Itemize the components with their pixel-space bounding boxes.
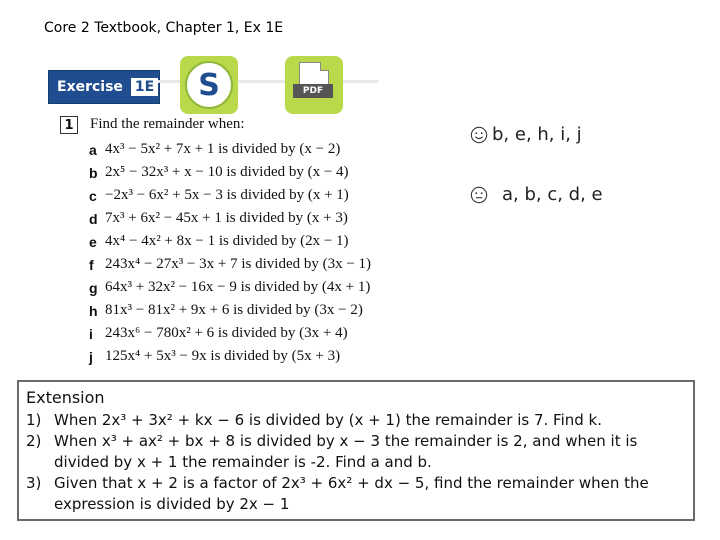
list-item bbox=[89, 322, 371, 345]
list-item bbox=[89, 276, 371, 299]
extension-box bbox=[17, 380, 695, 521]
item-text: 2x⁵ − 32x³ + x − 10 is divided by (x − 4) bbox=[105, 164, 349, 180]
extension-heading: Extension bbox=[26, 388, 105, 407]
extension-number: 2) bbox=[26, 432, 42, 450]
list-item bbox=[89, 299, 371, 322]
list-item bbox=[89, 345, 371, 368]
item-text: 4x⁴ − 4x² + 8x − 1 is divided by (2x − 1) bbox=[105, 233, 349, 249]
extension-text: Given that x + 2 is a factor of 2x³ + 6x² + dx − 5, find the remainder when the expression is divided by 2x − 1 bbox=[54, 474, 649, 513]
list-item bbox=[26, 410, 686, 431]
item-letter: c bbox=[89, 187, 97, 204]
item-letter: e bbox=[89, 233, 97, 250]
extension-text: When 2x³ + 3x² + kx − 6 is divided by (x + 1) the remainder is 7. Find k. bbox=[54, 411, 602, 429]
item-text: 243x⁶ − 780x² + 6 is divided by (3x + 4) bbox=[105, 325, 348, 341]
pdf-icon[interactable] bbox=[285, 56, 343, 114]
exercise-banner bbox=[48, 70, 160, 104]
question-number: 1 bbox=[60, 116, 78, 134]
list-item bbox=[89, 253, 371, 276]
item-letter: g bbox=[89, 279, 98, 296]
item-letter: f bbox=[89, 256, 94, 273]
extension-list bbox=[26, 410, 686, 515]
list-item bbox=[89, 230, 371, 253]
question-prompt: Find the remainder when: bbox=[90, 116, 245, 132]
item-letter: d bbox=[89, 210, 98, 227]
item-letter: i bbox=[89, 325, 93, 342]
answer-neutral bbox=[470, 184, 603, 205]
list-item bbox=[89, 138, 371, 161]
item-letter: b bbox=[89, 164, 98, 181]
item-text: 81x³ − 81x² + 9x + 6 is divided by (3x − 2) bbox=[105, 302, 363, 318]
smiley-face-icon bbox=[470, 126, 488, 144]
answer-happy-text: b, e, h, i, j bbox=[492, 124, 582, 145]
item-text: 125x⁴ + 5x³ − 9x is divided by (5x + 3) bbox=[105, 348, 341, 364]
exercise-word: Exercise bbox=[57, 79, 123, 95]
item-letter: h bbox=[89, 302, 98, 319]
extension-text: When x³ + ax² + bx + 8 is divided by x − 3 the remainder is 2, and when it is divided by x + 1 the remainder is -2. Find a and b. bbox=[54, 432, 638, 471]
answer-happy bbox=[470, 124, 582, 145]
item-text: 7x³ + 6x² − 45x + 1 is divided by (x + 3) bbox=[105, 210, 348, 226]
item-text: 4x³ − 5x² + 7x + 1 is divided by (x − 2) bbox=[105, 141, 341, 157]
list-item bbox=[89, 207, 371, 230]
question-list bbox=[89, 138, 371, 368]
answer-neutral-text: a, b, c, d, e bbox=[502, 184, 603, 205]
extension-number: 1) bbox=[26, 411, 42, 429]
list-item bbox=[26, 473, 686, 515]
exercise-code: 1E bbox=[131, 78, 158, 96]
item-text: 64x³ + 32x² − 16x − 9 is divided by (4x + 1) bbox=[105, 279, 371, 295]
list-item bbox=[89, 161, 371, 184]
item-text: 243x⁴ − 27x³ − 3x + 7 is divided by (3x − 1) bbox=[105, 256, 372, 272]
neutral-face-icon bbox=[470, 186, 488, 204]
list-item bbox=[89, 184, 371, 207]
item-text: −2x³ − 6x² + 5x − 3 is divided by (x + 1) bbox=[105, 187, 349, 203]
solutions-icon-letter: S bbox=[185, 61, 233, 109]
page-title: Core 2 Textbook, Chapter 1, Ex 1E bbox=[44, 20, 284, 36]
item-letter: a bbox=[89, 141, 97, 158]
item-letter: j bbox=[89, 348, 93, 365]
solutions-icon[interactable] bbox=[180, 56, 238, 114]
list-item bbox=[26, 431, 686, 473]
pdf-icon-label: PDF bbox=[293, 84, 333, 98]
extension-number: 3) bbox=[26, 474, 42, 492]
